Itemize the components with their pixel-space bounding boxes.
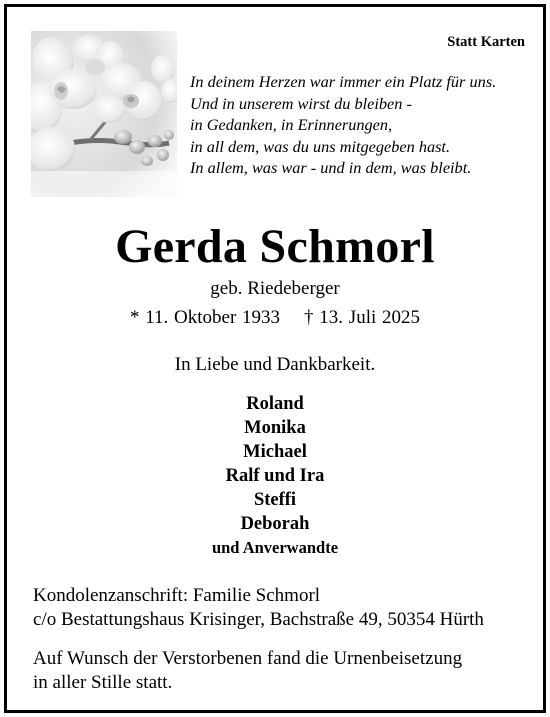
- orchid-flowers-image: [31, 31, 177, 197]
- note-line: in aller Stille statt.: [33, 672, 173, 693]
- death-date: † 13. Juli 2025: [304, 307, 420, 328]
- address-line: Kondolenzanschrift: Familie Schmorl: [33, 585, 321, 606]
- address-line: c/o Bestattungshaus Krisinger, Bachstraße 49, 50354 Hürth: [33, 609, 484, 630]
- statt-karten-label: Statt Karten: [447, 34, 525, 50]
- other-relatives: und Anverwandte: [211, 538, 339, 557]
- note-line: Auf Wunsch der Verstorbenen fand die Urnenbeisetzung: [33, 648, 463, 669]
- mourner-name: Monika: [244, 418, 306, 438]
- mourners-list: [7, 392, 543, 560]
- poem-line: In allem, was war - und in dem, was bleibt.: [190, 158, 472, 177]
- poem-line: In deinem Herzen war immer ein Platz für uns.: [190, 72, 497, 91]
- thanks-line: In Liebe und Dankbarkeit.: [174, 354, 376, 375]
- life-dates: [7, 307, 543, 329]
- mourner-name: Ralf und Ira: [225, 466, 325, 486]
- poem-line: in all dem, was du uns mitgegeben hast.: [190, 136, 451, 156]
- birth-date: * 11. Oktober 1933: [129, 307, 281, 328]
- mourner-name: Steffi: [253, 490, 297, 510]
- mourner-name: Roland: [246, 394, 304, 414]
- obituary-notice: [4, 4, 546, 713]
- poem-line: in Gedanken, in Erinnerungen,: [190, 115, 393, 134]
- poem: [190, 71, 496, 179]
- maiden-name: geb. Riedeberger: [210, 278, 340, 299]
- burial-note: [33, 647, 462, 695]
- mourner-name: Deborah: [240, 514, 310, 534]
- poem-line: Und in unserem wirst du bleiben -: [190, 93, 412, 113]
- condolence-address: [33, 584, 484, 632]
- deceased-name: Gerda Schmorl: [115, 220, 435, 273]
- mourner-name: Michael: [243, 442, 307, 462]
